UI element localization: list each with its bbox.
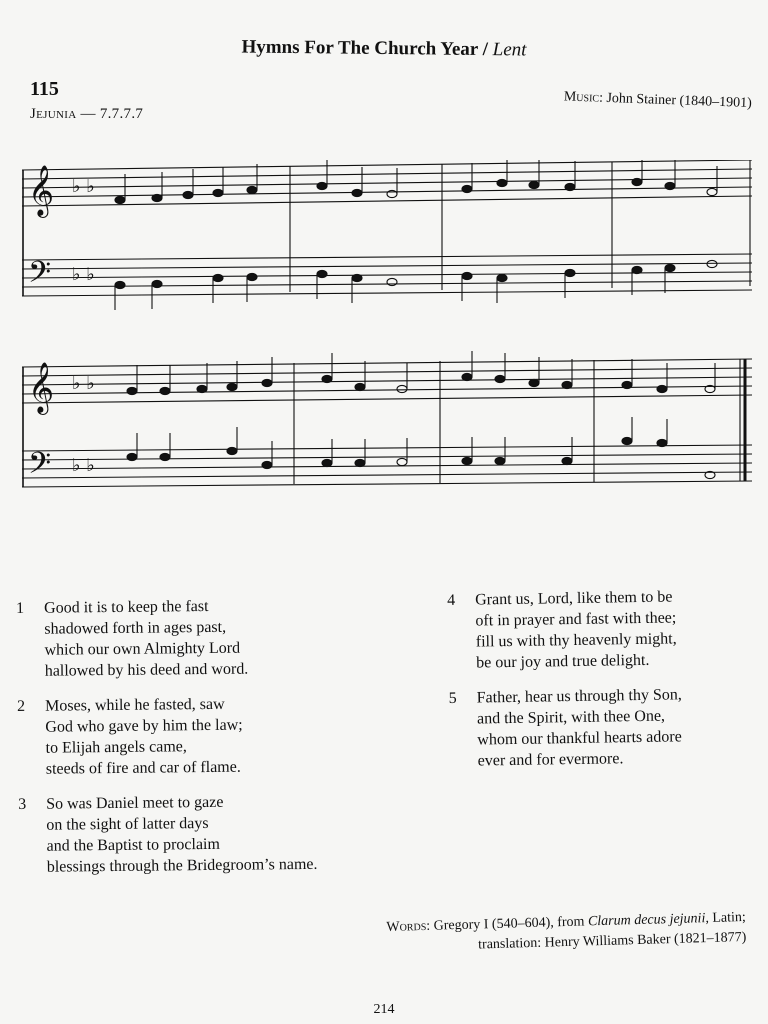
verse-line: and the Spirit, with thee One, [476,707,666,728]
svg-text:♭ ♭: ♭ ♭ [72,455,95,476]
verse-line: to Elijah angels came, [45,738,187,757]
verse-line: hallowed by his deed and word. [44,660,249,680]
verse-line: Good it is to keep the fast [44,597,209,617]
words-credit-line-2: translation: Henry Williams Baker (1821–1877) [478,929,748,953]
composer: John Stainer (1840–1901) [606,90,752,111]
verse-2 [17,692,418,780]
verse-line: ever and for evermore. [477,750,624,770]
svg-text:𝄞: 𝄞 [28,362,55,413]
verse-line: on the sight of latter days [46,814,209,834]
svg-text:♭ ♭: ♭ ♭ [72,176,95,197]
music-label: Music: [563,89,604,106]
verse-line: shadowed forth in ages past, [44,618,227,638]
svg-text:𝄞: 𝄞 [28,165,55,216]
words-author: Gregory I (540–604), from [433,914,586,934]
verse-line: Father, hear us through thy Son, [476,686,682,707]
verse-line: and the Baptist to proclaim [46,835,220,855]
verse-line: whom our thankful hearts adore [477,728,682,749]
verse-number: 3 [18,795,27,813]
verse-line: Moses, while he fasted, saw [45,695,225,715]
verse-line: blessings through the Bridegroom’s name. [46,855,318,876]
source-language: Latin; [712,909,747,926]
page-title [0,34,768,64]
score-staves-1 [22,160,752,320]
words-credit [387,908,747,958]
verse-line: fill us with thy heavenly might, [475,630,677,651]
verse-number: 2 [17,697,26,715]
svg-text:♭ ♭: ♭ ♭ [72,264,95,285]
book-title: Hymns For The Church Year / [241,36,489,61]
music-system-2 [22,345,752,505]
verse-1 [16,594,417,682]
verse-line: So was Daniel meet to gaze [46,793,224,813]
page-number: 214 [373,1002,395,1017]
verse-line: oft in prayer and fast with thee; [475,609,677,630]
svg-text:𝄢: 𝄢 [28,256,52,297]
verse-line: which our own Almighty Lord [44,639,241,659]
svg-text:♭ ♭: ♭ ♭ [72,373,95,394]
verse-5 [449,683,760,772]
section-name: Lent [492,39,527,61]
verses-right-column [447,585,760,786]
music-credit [563,89,752,112]
words-label: Words: [386,918,431,936]
hymn-number: 115 [30,78,59,100]
score-staves-2 [22,345,752,505]
verse-number: 1 [16,599,25,617]
verse-3 [18,790,419,878]
svg-text:𝄢: 𝄢 [28,447,52,488]
verse-4 [447,585,758,674]
source-title: Clarum decus jejunii, [588,911,710,930]
verse-line: God who gave by him the law; [45,716,243,736]
verse-line: Grant us, Lord, like them to be [475,588,673,609]
verse-number: 4 [447,591,456,609]
tune-name-meter: Jejunia — 7.7.7.7 [30,106,144,122]
verse-number: 5 [448,689,457,707]
verse-line: be our joy and true delight. [476,651,650,672]
music-system-1 [22,160,752,320]
verse-line: steeds of fire and car of flame. [45,758,241,778]
verses-left-column [16,594,419,892]
